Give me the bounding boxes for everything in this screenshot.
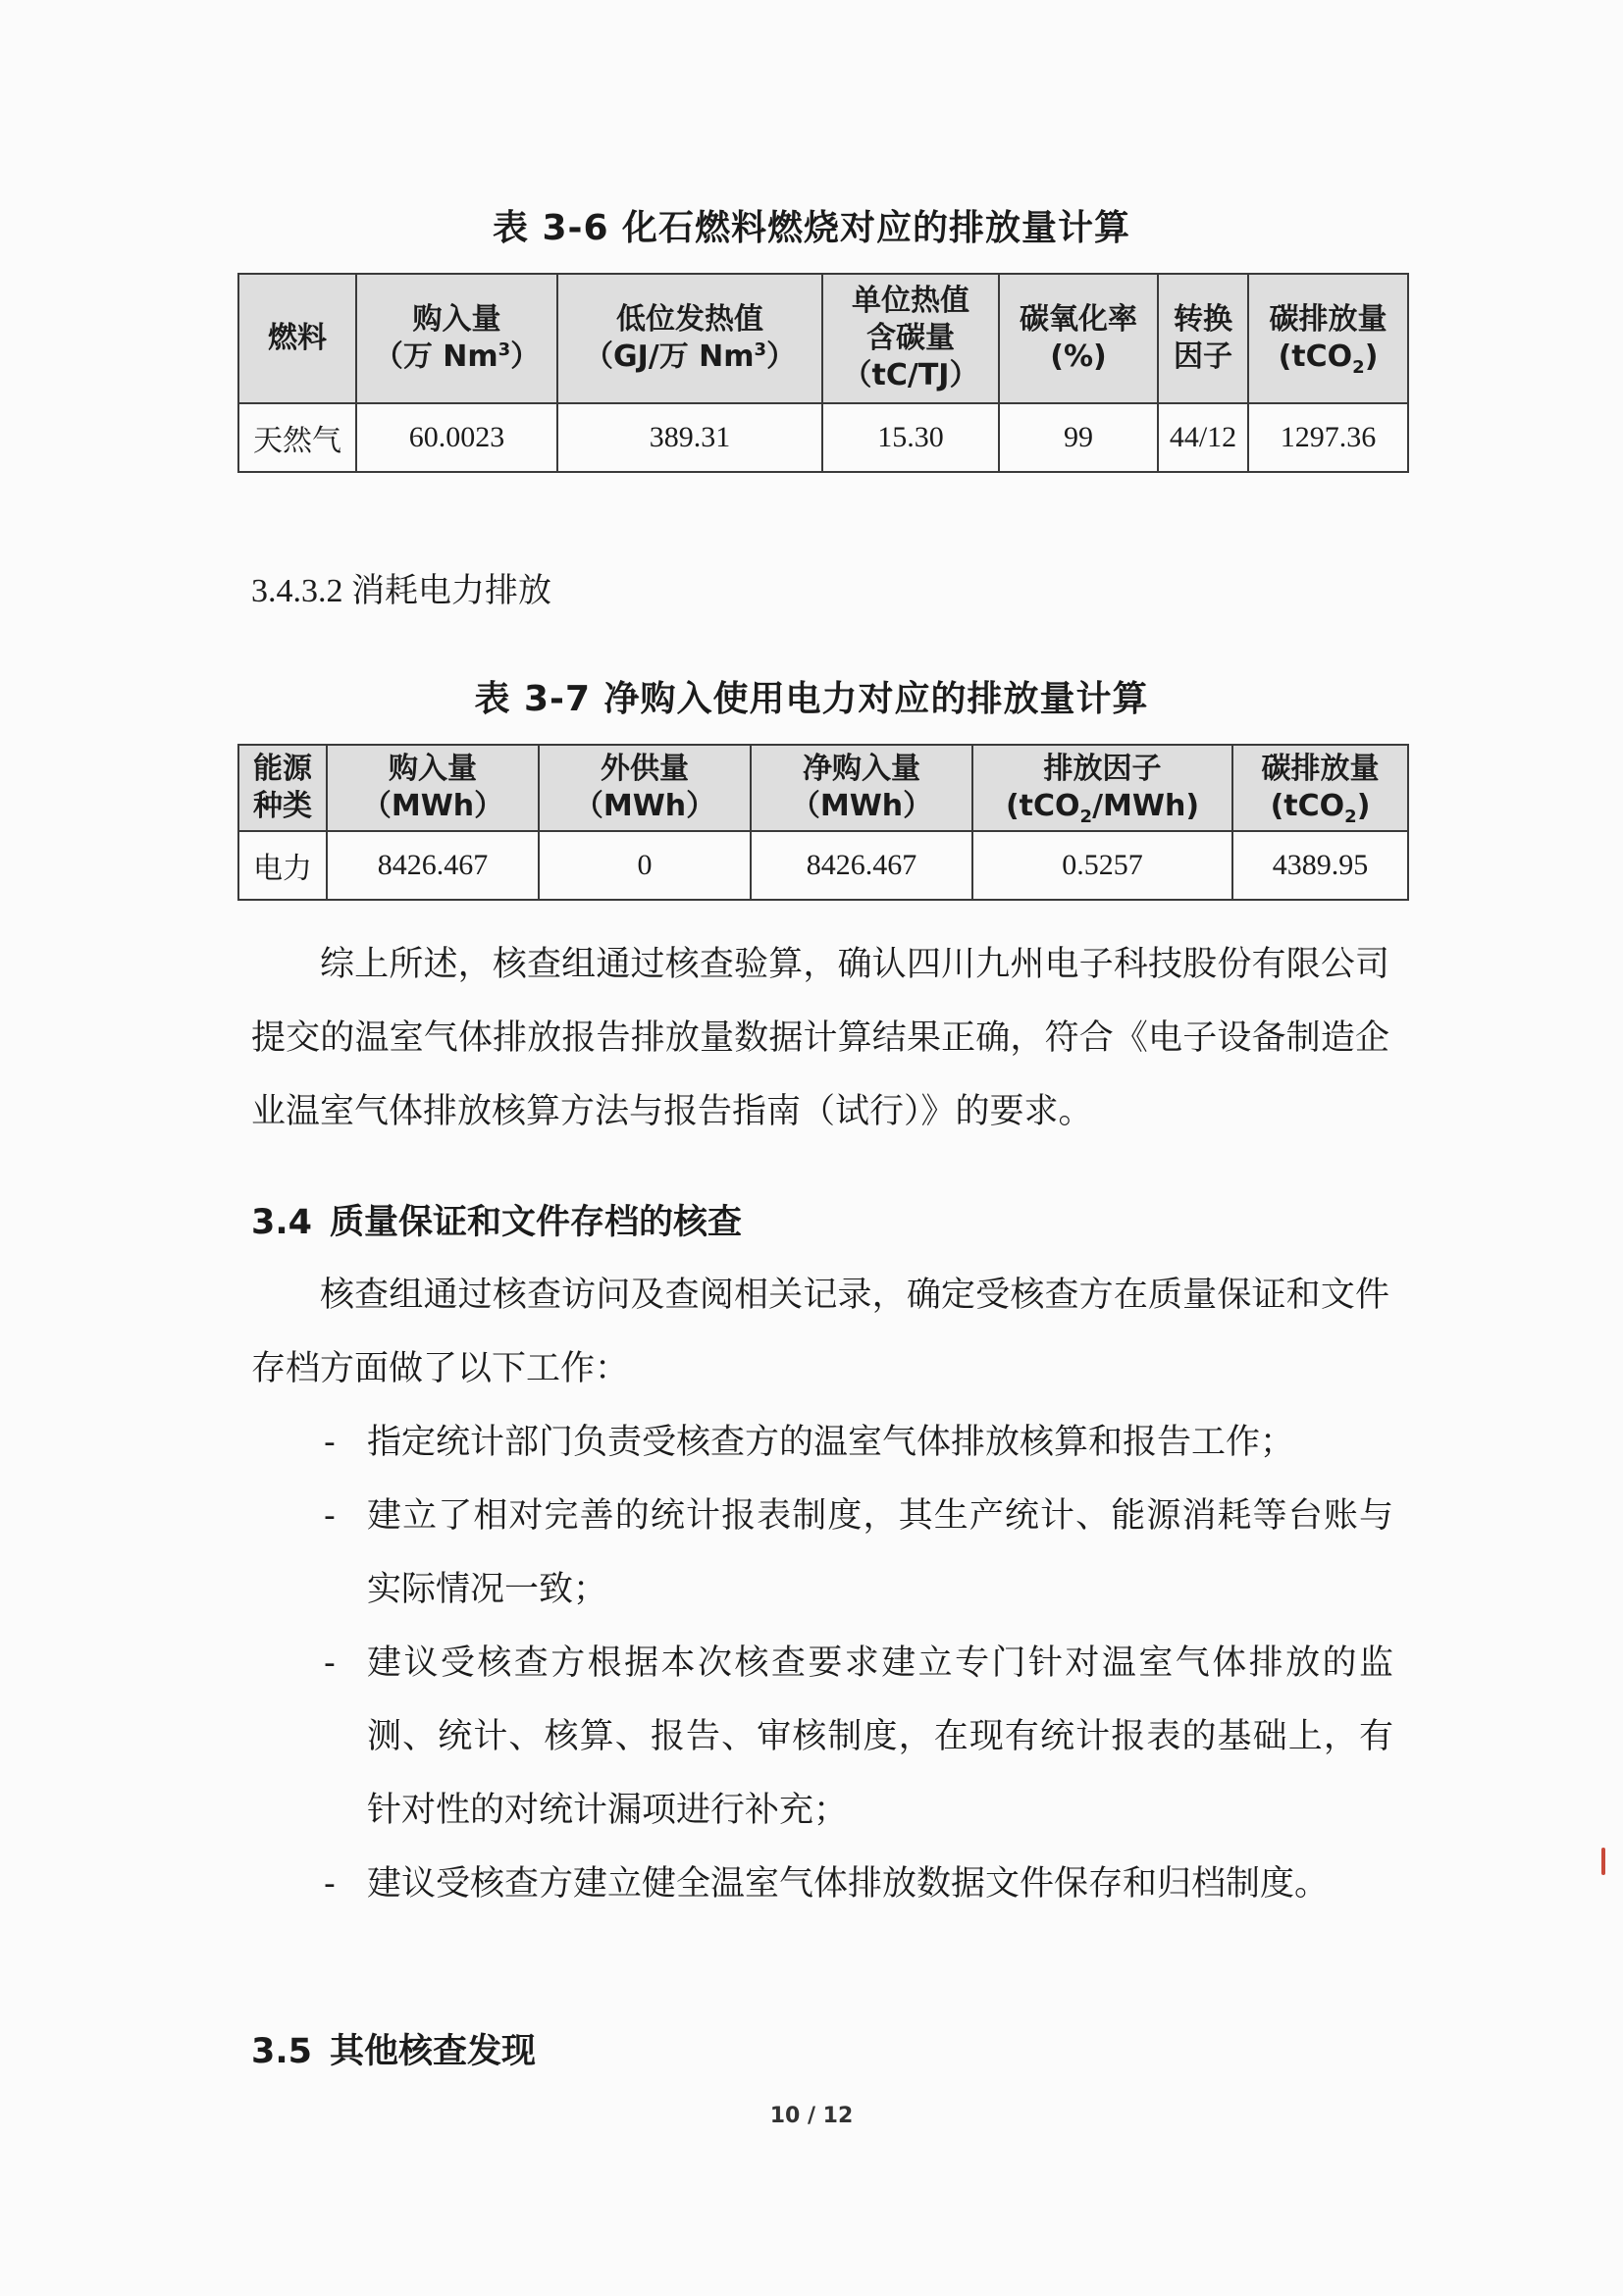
cell-emission-factor: 0.5257 (972, 831, 1232, 900)
header-conversion-factor: 转换 因子 (1158, 274, 1248, 403)
conclusion-paragraph: 综上所述，核查组通过核查验算，确认四川九州电子科技股份有限公司提交的温室气体排放报告排放量数据计算结果正确，符合《电子设备制造企业温室气体排放核算方法与报告指南（试行）》的要求。 (251, 945, 1389, 1131)
section-number: 3.4 (251, 1203, 313, 1242)
dash-bullet: - (324, 1644, 336, 1683)
header-net-calorific-value: 低位发热值 （GJ/万 Nm$^3$） (557, 274, 822, 403)
cell-energy-type: 电力 (238, 831, 327, 900)
header-emission-factor: 排放因子 (tCO$_2$/MWh) (972, 745, 1232, 831)
header-carbon-emission: 碳排放量 (tCO$_2$) (1232, 745, 1408, 831)
header-exported: 外供量 （MWh） (539, 745, 751, 831)
list-item: - 建议受核查方根据本次核查要求建立专门针对温室气体排放的监测、统计、核算、报告、审核制度，在现有统计报表的基础上，有针对性的对统计漏项进行补充； (324, 1627, 1393, 1848)
header-purchase-volume: 购入量 （万 Nm$^3$） (356, 274, 557, 403)
list-item: - 建立了相对完善的统计报表制度，其生产统计、能源消耗等台账与实际情况一致； (324, 1480, 1393, 1627)
header-carbon-content: 单位热值 含碳量 （tC/TJ） (822, 274, 999, 403)
quality-assurance-paragraph: 核查组通过核查访问及查阅相关记录，确定受核查方在质量保证和文件存档方面做了以下工作： (251, 1276, 1389, 1388)
cell-oxidation-rate: 99 (999, 403, 1158, 472)
cell-fuel: 天然气 (238, 403, 356, 472)
table-electricity-emission (237, 744, 1409, 901)
table-fossil-fuel-emission (237, 273, 1409, 473)
cell-purchased: 8426.467 (327, 831, 539, 900)
cell-net-purchased: 8426.467 (751, 831, 972, 900)
dash-bullet: - (324, 1423, 336, 1462)
table-row (238, 831, 1408, 900)
table-3-7-caption: 表 3-7 净购入使用电力对应的排放量计算 (474, 679, 1149, 719)
cell-conversion-factor: 44/12 (1158, 403, 1248, 472)
cell-exported: 0 (539, 831, 751, 900)
header-fuel: 燃料 (238, 274, 356, 403)
cell-carbon-emission: 4389.95 (1232, 831, 1408, 900)
section-3-5-heading (251, 2024, 536, 2073)
scan-mark (1601, 1848, 1605, 1875)
header-purchased: 购入量 （MWh） (327, 745, 539, 831)
cell-purchase-volume: 60.0023 (356, 403, 557, 472)
table-3-6-caption: 表 3-6 化石燃料燃烧对应的排放量计算 (492, 208, 1131, 248)
cell-carbon-emission: 1297.36 (1248, 403, 1408, 472)
section-title: 其他核查发现 (330, 2032, 537, 2071)
section-title: 质量保证和文件存档的核查 (330, 1203, 743, 1242)
section-number: 3.5 (251, 2032, 313, 2071)
cell-net-calorific-value: 389.31 (557, 403, 822, 472)
dash-bullet: - (324, 1496, 336, 1536)
work-items-list (324, 1406, 1393, 1921)
section-3-4-heading (251, 1195, 742, 1244)
page-number: 10 / 12 (769, 2104, 854, 2128)
header-energy-type: 能源 种类 (238, 745, 327, 831)
header-net-purchased: 净购入量 （MWh） (751, 745, 972, 831)
subsection-electricity-emission: 3.4.3.2 消耗电力排放 (251, 573, 551, 609)
list-item: - 指定统计部门负责受核查方的温室气体排放核算和报告工作； (324, 1406, 1393, 1480)
table-row (238, 403, 1408, 472)
header-carbon-emission: 碳排放量 (tCO$_2$) (1248, 274, 1408, 403)
header-oxidation-rate: 碳氧化率 (%) (999, 274, 1158, 403)
list-item: - 建议受核查方建立健全温室气体排放数据文件保存和归档制度。 (324, 1848, 1393, 1921)
dash-bullet: - (324, 1864, 336, 1904)
cell-carbon-content: 15.30 (822, 403, 999, 472)
